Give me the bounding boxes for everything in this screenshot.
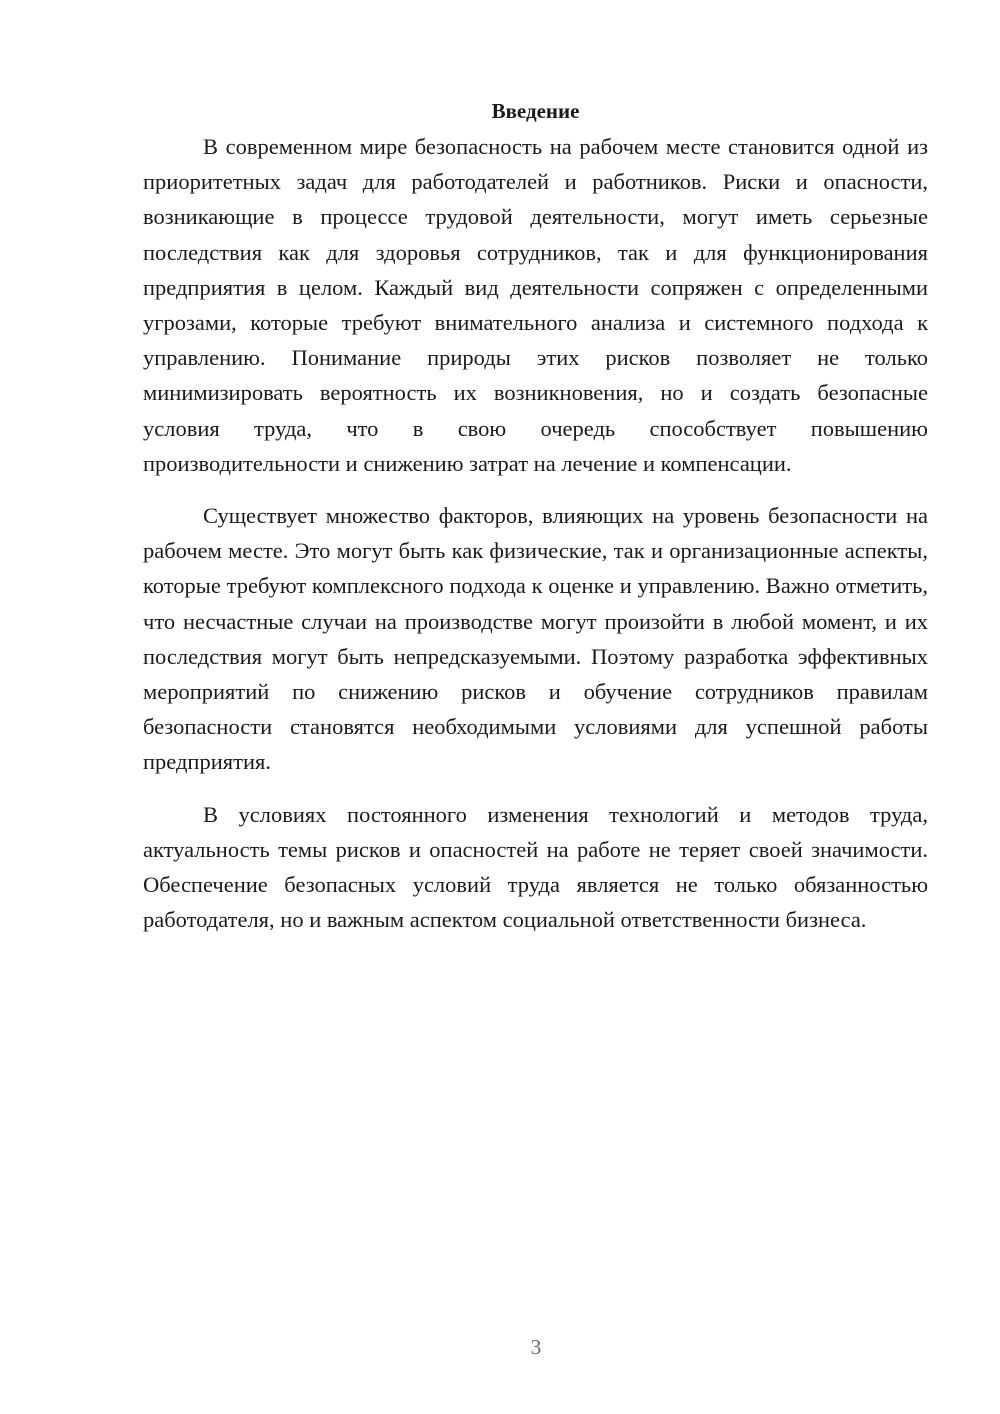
paragraph-3: В условиях постоянного изменения технологий и методов труда, актуальность темы рисков и опасностей на работе не теряет своей значимости. Обеспечение безопасных условий труда является не только обязанностью работодателя, но и важным аспектом социальной ответственности бизнеса. (143, 801, 928, 933)
section-title: Введение (491, 99, 580, 123)
paragraph-1: В современном мире безопасность на рабочем месте становится одной из приоритетных задач для работодателей и работников. Риски и опасности, возникающие в процессе трудовой деятельности, могут иметь серьезные последствия как для здоровья сотрудников, так и для функционирования предприятия в целом. Каждый вид деятельности сопряжен с определенными угрозами, которые требуют внимательного анализа и системного подхода к управлению. Понимание природы этих рисков позволяет не только минимизировать вероятность их возникновения, но и создать безопасные условия труда, что в свою очередь способствует повышению производительности и снижению затрат на лечение и компенсации. (143, 134, 928, 476)
page-content (143, 96, 928, 954)
page-number: 3 (530, 1335, 542, 1359)
paragraph-2: Существует множество факторов, влияющих на уровень безопасности на рабочем месте. Это могут быть как физические, так и организационные аспекты, которые требуют комплексного подхода к оценке и управлению. Важно отметить, что несчастные случаи на производстве могут произойти в любой момент, и их последствия могут быть непредсказуемыми. Поэтому разработка эффективных мероприятий по снижению рисков и обучение сотрудников правилам безопасности становятся необходимыми условиями для успешной работы предприятия. (143, 503, 928, 775)
